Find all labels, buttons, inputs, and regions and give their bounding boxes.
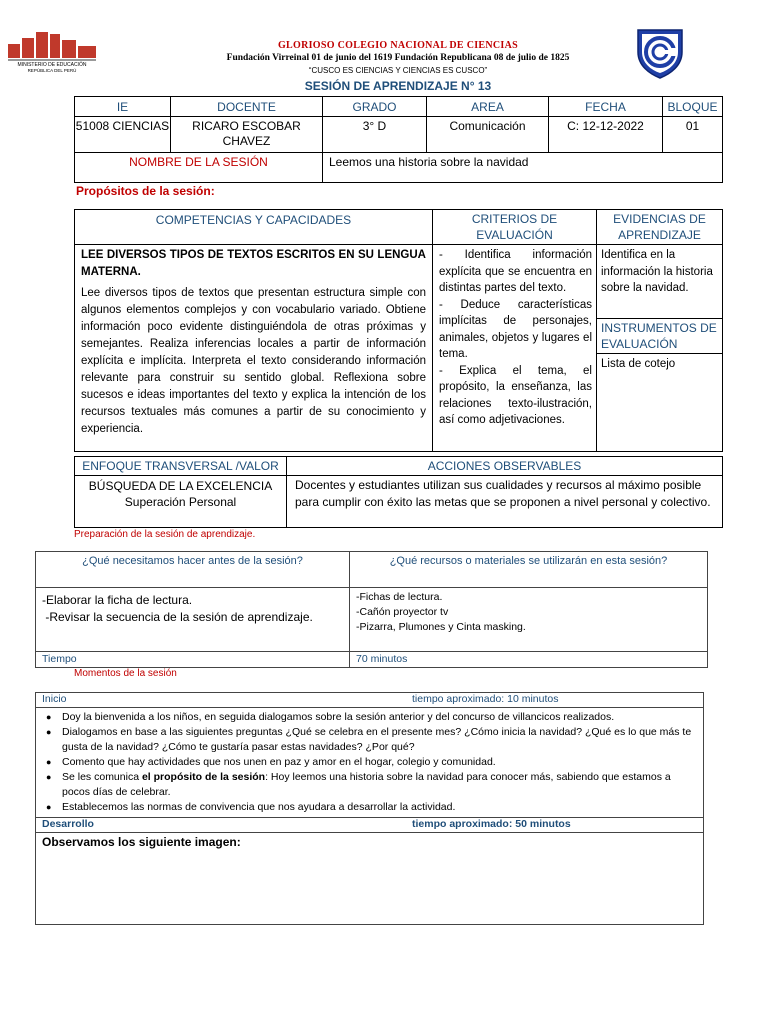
tiempo-value: 70 minutos bbox=[350, 652, 708, 668]
desarrollo-content: Observamos los siguiente imagen: bbox=[36, 833, 704, 925]
criterio-item: - Identifica información explícita que se encuentra en distintas partes del texto. bbox=[439, 249, 592, 294]
inicio-label: Inicio bbox=[42, 693, 67, 705]
header-bloque: BLOQUE bbox=[663, 97, 723, 117]
question-recursos: ¿Qué recursos o materiales se utilizarán en esta sesión? bbox=[350, 552, 708, 588]
competencias-table bbox=[74, 209, 723, 452]
question-antes: ¿Qué necesitamos hacer antes de la sesión? bbox=[36, 552, 350, 588]
svg-text:REPÚBLICA DEL PERÚ: REPÚBLICA DEL PERÚ bbox=[27, 68, 77, 73]
criterio-item: - Explica el tema, el propósito, la enseñanza, las relaciones texto-ilustración, así como adjetivaciones. bbox=[439, 364, 592, 426]
session-name-value: Leemos una historia sobre la navidad bbox=[323, 153, 723, 183]
antes-list bbox=[36, 588, 350, 652]
ministry-logo bbox=[6, 26, 100, 96]
value-area: Comunicación bbox=[427, 117, 549, 153]
session-name-label: NOMBRE DE LA SESIÓN bbox=[75, 153, 323, 183]
bullet-icon: ● bbox=[46, 757, 52, 767]
inicio-time: tiempo aproximado: 10 minutos bbox=[412, 693, 559, 705]
desarrollo-row bbox=[36, 818, 704, 833]
school-shield-logo bbox=[632, 24, 688, 80]
criterio-item: - Deduce características implícitas de personajes, animales, objetos y lugares el tema. bbox=[439, 298, 592, 360]
school-motto: “CUSCO ES CIENCIAS Y CIENCIAS ES CUSCO” bbox=[308, 66, 488, 75]
header-fecha: FECHA bbox=[549, 97, 663, 117]
school-name: GLORIOSO COLEGIO NACIONAL DE CIENCIAS bbox=[277, 40, 519, 51]
session-info-table bbox=[74, 96, 723, 183]
competencia-text: Lee diversos tipos de textos que presentan estructura simple con algunos elementos complejos y con vocabulario variado. Obtiene información poco evidente distinguiéndola de otras próximas y semejantes. Realiza inferencias locales a partir de información explícita e implícita. Interpreta el texto considerando información relevante para construir su sentido global. Reflexiona sobre sucesos e ideas importantes del texto y explica la intención de los recursos textuales más comunes a partir de su conocimiento y experiencia. bbox=[81, 287, 426, 435]
school-foundation: Fundación Virreinal 01 de junio del 1619 Fundación Republicana 08 de julio de 1825 bbox=[226, 53, 570, 63]
enfoque-table bbox=[74, 456, 723, 528]
enfoque-name: BÚSQUEDA DE LA EXCELENCIA bbox=[88, 479, 273, 493]
instrumento-cell: Lista de cotejo bbox=[597, 354, 723, 452]
bullet-icon: ● bbox=[46, 727, 52, 737]
value-fecha: C: 12-12-2022 bbox=[549, 117, 663, 153]
enfoque-valor: Superación Personal bbox=[124, 495, 237, 509]
preparacion-table bbox=[35, 551, 708, 668]
enfoque-cell bbox=[75, 476, 287, 528]
recurso-item: -Fichas de lectura. bbox=[356, 591, 443, 603]
value-grado: 3° D bbox=[323, 117, 427, 153]
antes-item: -Elaborar la ficha de lectura. bbox=[42, 593, 193, 607]
desarrollo-label: Desarrollo bbox=[42, 818, 94, 830]
header-acciones: ACCIONES OBSERVABLES bbox=[287, 457, 723, 476]
inicio-content bbox=[36, 708, 704, 818]
header-docente: DOCENTE bbox=[171, 97, 323, 117]
propositos-heading: Propósitos de la sesión: bbox=[76, 184, 215, 198]
svg-text:MINISTERIO DE EDUCACIÓN: MINISTERIO DE EDUCACIÓN bbox=[17, 62, 87, 68]
header-grado: GRADO bbox=[323, 97, 427, 117]
header-ie: IE bbox=[75, 97, 171, 117]
inicio-item: ● Dialogamos en base a las siguientes preguntas ¿Qué se celebra en el presente mes? ¿Cómo inicia la navidad? ¿Qué es lo que más te gusta de la navidad? ¿Cómo te gustaría pasar estas navidades? ¿Por qué? bbox=[46, 726, 692, 753]
inicio-item: ● Doy la bienvenida a los niños, en seguida dialogamos sobre la sesión anterior y del concurso de villancicos realizados. bbox=[46, 711, 615, 723]
bullet-icon: ● bbox=[46, 712, 52, 722]
value-bloque: 01 bbox=[663, 117, 723, 153]
desarrollo-time: tiempo aproximado: 50 minutos bbox=[412, 818, 571, 830]
preparacion-heading: Preparación de la sesión de aprendizaje. bbox=[74, 529, 256, 540]
bullet-icon: ● bbox=[46, 802, 52, 812]
inicio-row bbox=[36, 693, 704, 708]
header-enfoque: ENFOQUE TRANSVERSAL /VALOR bbox=[75, 457, 287, 476]
header-competencias: COMPETENCIAS Y CAPACIDADES bbox=[75, 210, 433, 245]
value-ie: 51008 CIENCIAS bbox=[75, 117, 171, 153]
header-instrumentos: INSTRUMENTOS DE EVALUACIÓN bbox=[597, 319, 723, 354]
evidencia-cell: Identifica en la información la historia sobre la navidad. bbox=[597, 245, 723, 319]
competencia-title: LEE DIVERSOS TIPOS DE TEXTOS ESCRITOS EN SU LENGUA MATERNA. bbox=[81, 249, 426, 278]
tiempo-label: Tiempo bbox=[36, 652, 350, 668]
momentos-heading: Momentos de la sesión bbox=[74, 668, 177, 679]
inicio-item: ● Establecemos las normas de convivencia que nos ayudara a desarrollar la actividad. bbox=[46, 801, 456, 813]
inicio-item: ● Se les comunica el propósito de la sesión: Hoy leemos una historia sobre la navidad para conocer más, sabiendo que estamos a pocos días de celebrar. bbox=[46, 771, 671, 798]
acciones-cell: Docentes y estudiantes utilizan sus cualidades y recursos al máximo posible para cumplir con éxito las metas que se proponen a nivel personal y colectivo. bbox=[287, 476, 723, 528]
momentos-table bbox=[35, 692, 704, 925]
recurso-item: -Pizarra, Plumones y Cinta masking. bbox=[356, 621, 526, 633]
session-title: SESIÓN DE APRENDIZAJE N° 13 bbox=[304, 79, 492, 93]
header-area: AREA bbox=[427, 97, 549, 117]
header-evidencias: EVIDENCIAS DE APRENDIZAJE bbox=[597, 210, 723, 245]
competencia-cell bbox=[75, 245, 433, 452]
recursos-list bbox=[350, 588, 708, 652]
bullet-icon: ● bbox=[46, 772, 52, 782]
criterios-cell bbox=[433, 245, 597, 452]
antes-item: -Revisar la secuencia de la sesión de aprendizaje. bbox=[42, 610, 313, 624]
value-docente: RICARO ESCOBAR CHAVEZ bbox=[171, 117, 323, 153]
recurso-item: -Cañón proyector tv bbox=[356, 606, 449, 618]
inicio-item: ● Comento que hay actividades que nos unen en paz y amor en el hogar, colegio y comunidad. bbox=[46, 756, 496, 768]
proposito-bold: el propósito de la sesión bbox=[141, 771, 266, 783]
header-criterios: CRITERIOS DE EVALUACIÓN bbox=[433, 210, 597, 245]
